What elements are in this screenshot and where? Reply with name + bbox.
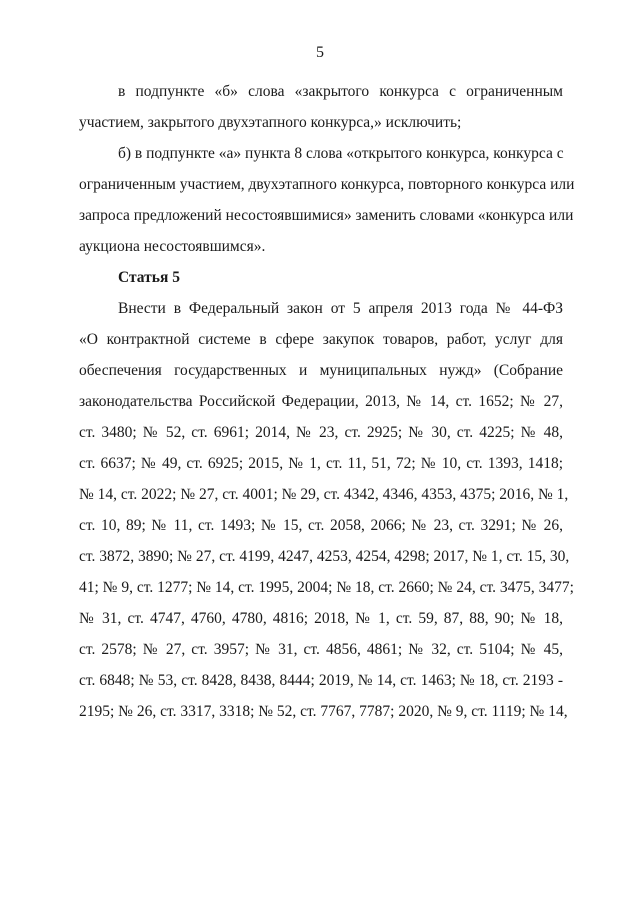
text-line: ограниченным участием, двухэтапного конкурса, повторного конкурса или xyxy=(79,176,575,193)
text-line: обеспечения государственных и муниципальных нужд» (Собрание xyxy=(79,362,563,379)
text-line: запроса предложений несостоявшимися» заменить словами «конкурса или xyxy=(79,207,574,224)
text-line: ст. 6637; № 49, ст. 6925; 2015, № 1, ст. 11, 51, 72; № 10, ст. 1393, 1418; xyxy=(79,455,563,472)
text-line: ст. 6848; № 53, ст. 8428, 8438, 8444; 2019, № 14, ст. 1463; № 18, ст. 2193 - xyxy=(79,672,563,689)
text-line: № 14, ст. 2022; № 27, ст. 4001; № 29, ст. 4342, 4346, 4353, 4375; 2016, № 1, xyxy=(79,486,569,503)
text-line: ст. 3480; № 52, ст. 6961; 2014, № 23, ст. 2925; № 30, ст. 4225; № 48, xyxy=(79,424,563,441)
text-line: «О контрактной системе в сфере закупок товаров, работ, услуг для xyxy=(79,331,563,348)
text-line: ст. 3872, 3890; № 27, ст. 4199, 4247, 4253, 4254, 4298; 2017, № 1, ст. 15, 30, xyxy=(79,548,570,565)
text-line: Внести в Федеральный закон от 5 апреля 2013 года № 44-ФЗ xyxy=(118,300,563,317)
document-body xyxy=(79,76,575,727)
text-line: ст. 10, 89; № 11, ст. 1493; № 15, ст. 2058, 2066; № 23, ст. 3291; № 26, xyxy=(79,517,563,534)
text-line: 41; № 9, ст. 1277; № 14, ст. 1995, 2004; № 18, ст. 2660; № 24, ст. 3475, 3477; xyxy=(79,579,574,596)
text-line: аукциона несостоявшимся». xyxy=(79,238,266,255)
text-line: 2195; № 26, ст. 3317, 3318; № 52, ст. 7767, 7787; 2020, № 9, ст. 1119; № 14, xyxy=(79,703,568,720)
text-line: участием, закрытого двухэтапного конкурса,» исключить; xyxy=(79,114,462,131)
text-line: в подпункте «б» слова «закрытого конкурса с ограниченным xyxy=(118,83,563,100)
text-line: б) в подпункте «а» пункта 8 слова «открытого конкурса, конкурса с xyxy=(118,145,564,162)
text-line: ст. 2578; № 27, ст. 3957; № 31, ст. 4856, 4861; № 32, ст. 5104; № 45, xyxy=(79,641,563,658)
text-line: законодательства Российской Федерации, 2013, № 14, ст. 1652; № 27, xyxy=(79,393,563,410)
page-number: 5 xyxy=(316,44,324,61)
text-line: № 31, ст. 4747, 4760, 4780, 4816; 2018, № 1, ст. 59, 87, 88, 90; № 18, xyxy=(79,610,563,627)
article-heading: Статья 5 xyxy=(118,269,180,286)
